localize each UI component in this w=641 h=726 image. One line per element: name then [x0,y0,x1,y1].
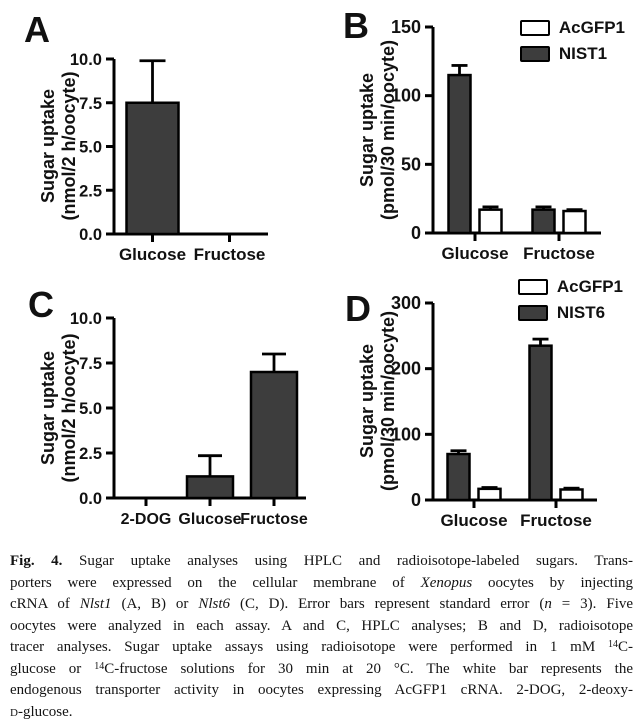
chart-c [2,265,320,548]
legend-label: AcGFP1 [556,277,623,296]
y-tick-label: 0 [410,223,421,243]
caption-run: Fig. 4. [10,553,63,569]
y-tick-label: 0 [410,490,421,510]
y-tick-label: 100 [390,85,421,106]
bar-glucose-acgfp1 [480,210,502,233]
bar-glucose-acgfp1 [479,489,501,500]
y-axis-label-line1: Sugar uptake [38,350,58,466]
caption-run: Xenopus [420,574,473,591]
y-axis-label-line2: (nmol/2 h/oocyte) [59,333,79,483]
caption-run: oocytes by injecting [472,574,633,591]
caption-line [10,616,633,638]
bar-glucose-nist6 [448,454,470,500]
y-tick-label: 50 [400,154,421,175]
legend-swatch-dark [520,46,550,62]
panel-d-letter: D [345,288,371,329]
legend-label: AcGFP1 [558,18,625,37]
caption-run: Sugar uptake analyses using HPLC and radioisotope-labeled sugars. Trans- [62,553,633,569]
y-axis-label-line2: (pmol/30 min/oocyte) [378,310,398,492]
y-tick-label: 300 [390,293,421,313]
caption-run: = 3). Five [551,596,634,612]
y-tick-label: 0.0 [79,490,102,508]
legend-b [520,18,625,64]
caption-line [10,594,633,616]
legend-swatch-dark [518,305,548,321]
x-category-label: Fructose [523,244,595,263]
panel-c-letter: C [28,284,54,325]
legend-swatch-white [520,20,550,36]
caption-line [10,680,633,702]
x-category-label: Glucose [440,511,508,530]
caption-run: oocytes were analyzed in each assay. A and C, HPLC analyses; B and D, radioisotope [10,617,633,634]
x-category-label: 2-DOG [120,511,172,528]
caption-run: (A, B) or [111,596,199,612]
y-tick-label: 150 [390,17,421,37]
y-tick-label: 100 [390,424,421,445]
y-tick-label: 200 [390,358,421,379]
x-category-label: Fructose [240,511,308,528]
bar-fructose-acgfp1 [564,211,586,233]
caption-run: d [10,703,18,720]
caption-run: 14 [608,639,618,650]
y-tick-label: 2.5 [79,445,102,463]
y-axis-label-line2: (pmol/30 min/oocyte) [378,39,398,221]
figure-caption [10,551,633,723]
panel-a [2,2,320,264]
caption-run: endogenous transporter activity in oocytes expressing AcGFP1 cRNA. 2-DOG, 2-deoxy- [10,682,633,698]
panel-b [321,0,641,264]
caption-run: Nlst1 [79,596,112,612]
caption-line [10,573,633,595]
bar-fructose-acgfp1 [561,489,583,500]
caption-run: (C, D). Error bars represent standard error ( [230,596,545,612]
x-category-label: Fructose [520,511,592,530]
caption-run: -glucose. [17,703,73,720]
panel-a-letter: A [24,9,50,50]
caption-run: porters were expressed on the cellular membrane of [10,574,421,591]
legend-item [518,277,623,297]
chart-a [2,2,320,264]
caption-run: glucose or [10,660,95,677]
caption-run: C- [618,639,633,655]
y-tick-label: 5.0 [79,138,102,157]
caption-line [10,702,633,724]
panel-b-letter: B [343,5,369,46]
legend-swatch-white [518,279,548,295]
caption-run: 14 [94,660,105,672]
bar-fructose-nist6 [530,346,552,500]
x-category-label: Glucose [118,245,187,264]
caption-run: n [544,596,552,612]
y-tick-label: 0.0 [79,226,102,244]
x-category-label: Fructose [193,245,266,264]
bar-fructose-nist1 [533,210,555,233]
legend-item [520,18,625,38]
y-tick-label: 5.0 [79,400,102,418]
caption-run: cRNA of [10,596,80,612]
legend-label: NIST6 [556,303,606,322]
y-tick-label: 10.0 [69,51,102,69]
caption-line [10,637,633,659]
y-axis-label-line1: Sugar uptake [357,72,377,188]
caption-line [10,659,633,681]
caption-run: Nlst6 [198,596,231,612]
legend-label: NIST1 [558,44,608,63]
y-tick-label: 10.0 [69,310,102,328]
y-axis-label-line1: Sugar uptake [357,343,377,459]
x-category-label: Glucose [178,511,242,528]
legend-item [518,303,623,323]
caption-line [10,551,633,573]
caption-run: C-fructose solutions for 30 min at 20 °C. The white bar represents the [104,660,633,677]
legend-item [520,44,625,64]
y-axis-label-line2: (nmol/2 h/oocyte) [59,71,79,221]
x-category-label: Glucose [441,244,509,263]
panel-d [321,265,641,548]
panel-c [2,265,320,548]
bar-glucose [187,476,233,498]
caption-run: tracer analyses. Sugar uptake assays using radioisotope were performed in 1 mM [10,639,608,655]
y-tick-label: 7.5 [79,94,102,113]
bar-glucose-nist1 [449,75,471,233]
bar-fructose [251,372,297,498]
bar-glucose [127,103,179,234]
y-tick-label: 7.5 [79,355,102,373]
y-tick-label: 2.5 [79,182,102,201]
legend-d [518,277,623,323]
y-axis-label-line1: Sugar uptake [38,88,58,204]
